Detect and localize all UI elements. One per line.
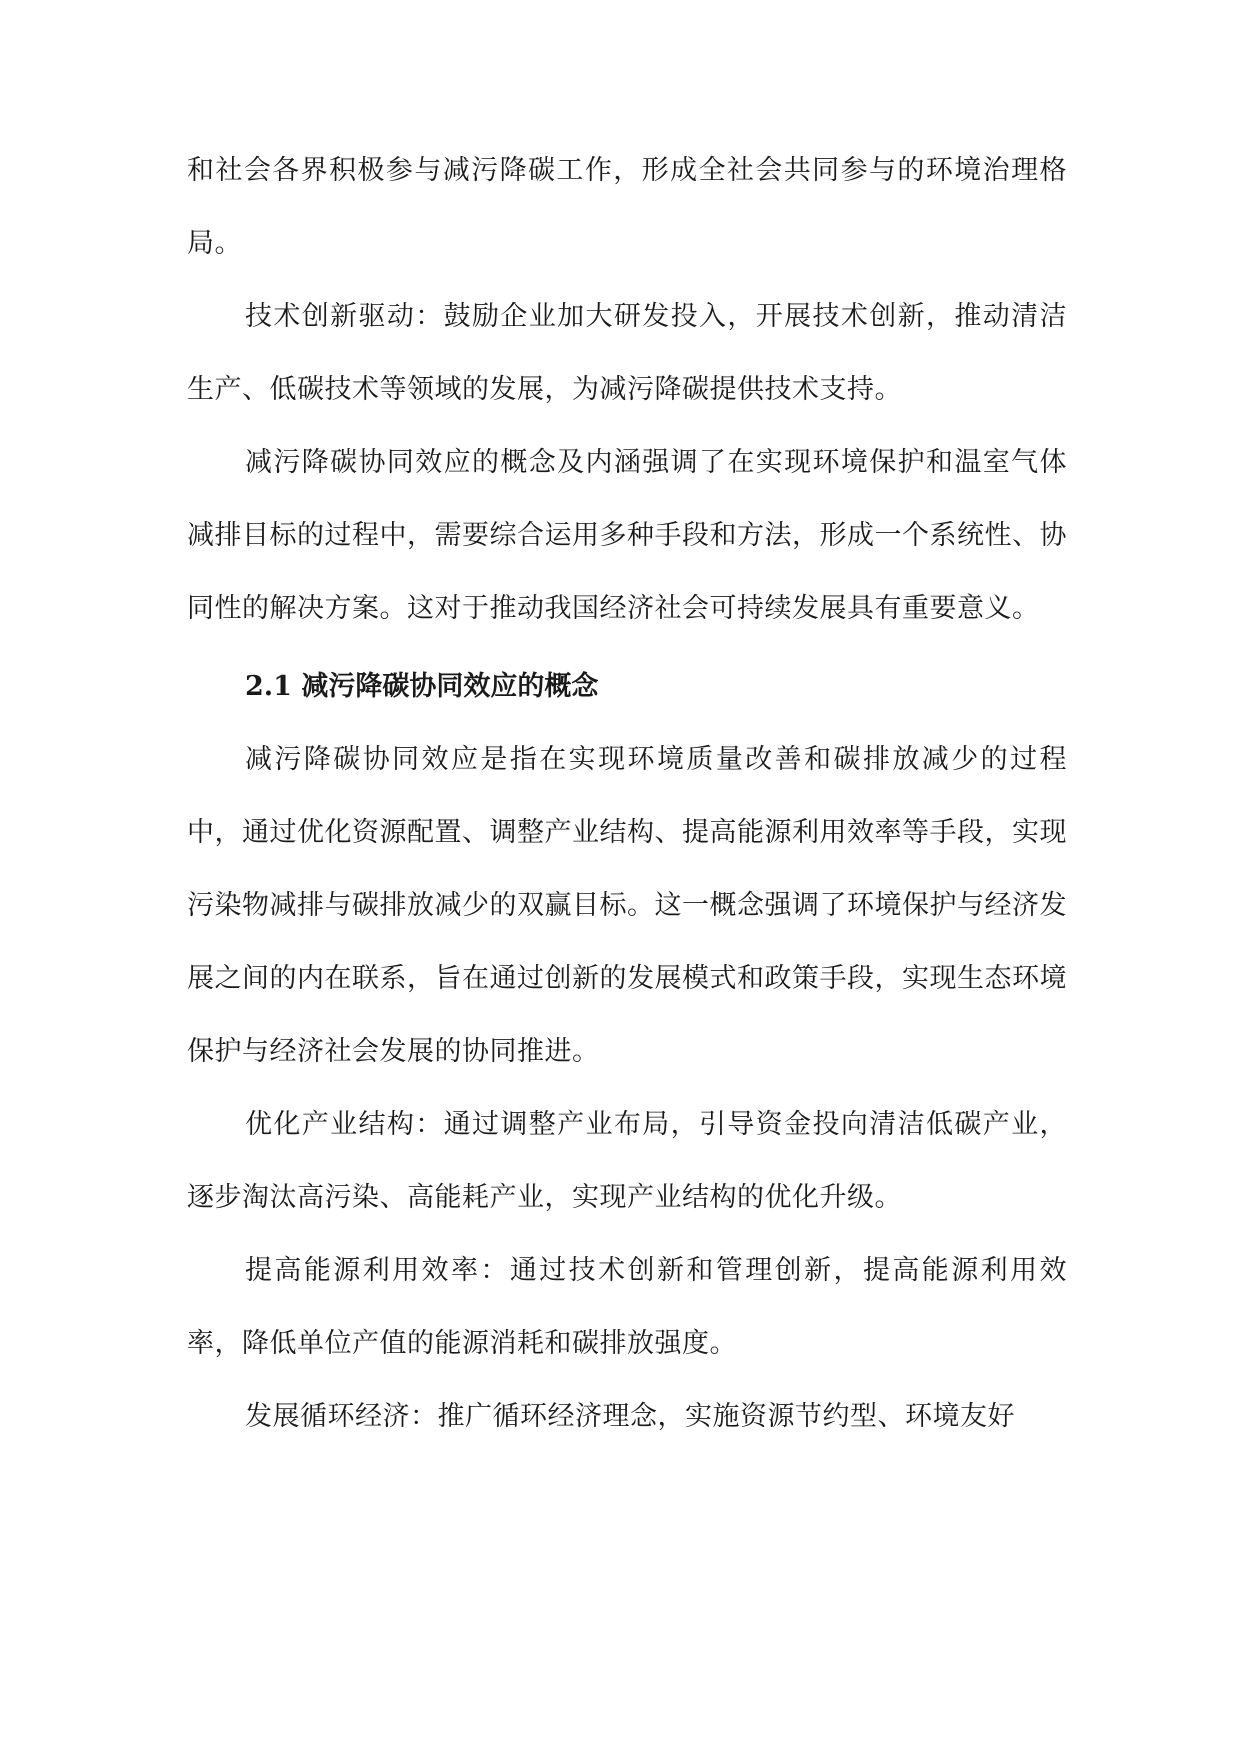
paragraph-industry-structure: 优化产业结构：通过调整产业布局，引导资金投向清洁低碳产业，逐步淘汰高污染、高能耗产业，实现产业结构的优化升级。 bbox=[187, 1109, 1067, 1213]
paragraph-continuation: 和社会各界积极参与减污降碳工作，形成全社会共同参与的环境治理格局。 bbox=[187, 155, 1067, 259]
paragraph-circular-economy: 发展循环经济：推广循环经济理念，实施资源节约型、环境友好 bbox=[245, 1401, 1015, 1432]
paragraph-definition: 减污降碳协同效应是指在实现环境质量改善和碳排放减少的过程中，通过优化资源配置、调整产业结构、提高能源利用效率等手段，实现污染物减排与碳排放减少的双赢目标。这一概念强调了环境保护与经济发展之间的内在联系，旨在通过创新的发展模式和政策手段，实现生态环境保护与经济社会发展的协同推进。 bbox=[187, 744, 1067, 1067]
paragraph-tech-innovation: 技术创新驱动：鼓励企业加大研发投入，开展技术创新，推动清洁生产、低碳技术等领域的发展，为减污降碳提供技术支持。 bbox=[187, 301, 1067, 405]
document-body bbox=[187, 134, 1067, 1453]
paragraph-concept-summary: 减污降碳协同效应的概念及内涵强调了在实现环境保护和温室气体减排目标的过程中，需要综合运用多种手段和方法，形成一个系统性、协同性的解决方案。这对于推动我国经济社会可持续发展具有重要意义。 bbox=[187, 447, 1067, 624]
section-heading: 2.1 减污降碳协同效应的概念 bbox=[245, 671, 599, 702]
paragraph-energy-efficiency: 提高能源利用效率：通过技术创新和管理创新，提高能源利用效率，降低单位产值的能源消耗和碳排放强度。 bbox=[187, 1255, 1067, 1359]
